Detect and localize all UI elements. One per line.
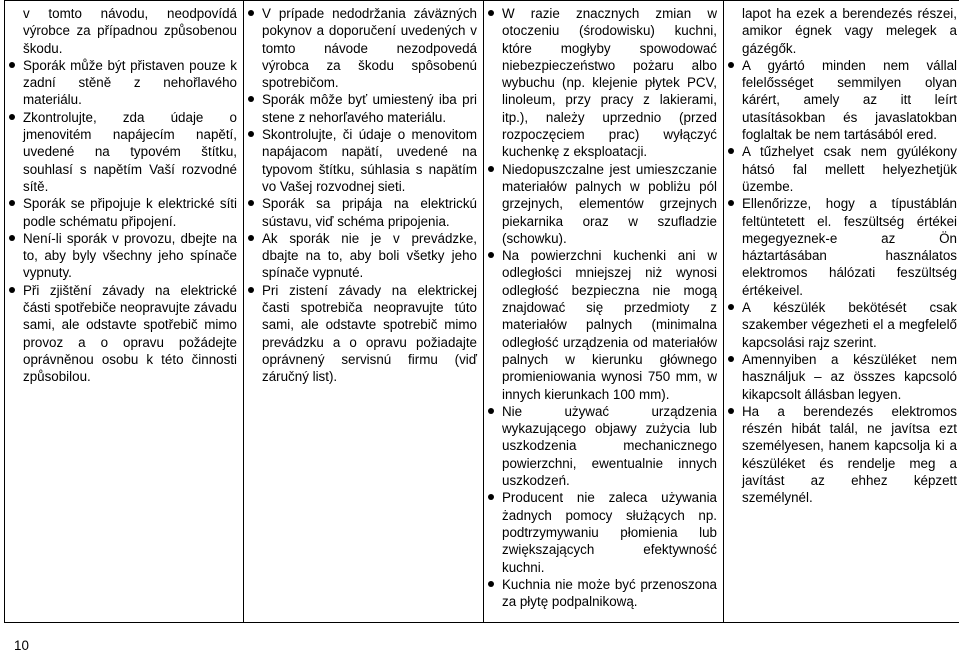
bullet-list xyxy=(742,57,957,507)
bullet-icon xyxy=(488,166,494,172)
bullet-icon xyxy=(728,200,734,206)
bullet-icon xyxy=(488,408,494,414)
list-item: Pri zistení závady na elektrickej časti spotrebiča neopravujte túto sami, ale odstavte spotrebič mimo prevádzku a o opravu požiadajte oprávnený servisnú firmu (viď záručný list). xyxy=(262,282,477,386)
column-czech xyxy=(5,1,244,623)
column-slovak xyxy=(244,1,484,623)
bullet-list xyxy=(262,5,477,386)
list-item: Skontrolujte, či údaje o menovitom napájacom napätí, uvedené na typovom štítku, súhlasia s napätím vo Vašej rozvodnej sieti. xyxy=(262,126,477,195)
list-item: V prípade nedodržania záväzných pokynov a doporučení uvedených v tomto návode nezodpovedá výrobca za škodu spôsobenú spotrebičom. xyxy=(262,5,477,91)
bullet-icon xyxy=(248,235,254,241)
lead-text: v tomto návodu, neodpovídá výrobce za případnou způsobenou škodu. xyxy=(23,6,237,56)
bullet-icon xyxy=(728,62,734,68)
column-hungarian xyxy=(724,1,959,623)
bullet-list xyxy=(23,57,237,386)
list-item: A tűzhelyet csak nem gyúlékony hátsó fal mellett helyezhetjük üzembe. xyxy=(742,143,957,195)
list-item: Sporák se připojuje k elektrické síti podle schématu připojení. xyxy=(23,195,237,230)
list-item: W razie znacznych zmian w otoczeniu (środowisku) kuchni, które mogłyby spowodować niebezpieczeństwo pożaru albo wybuchu (np. klejenie płytek PCV, linoleum, przy pracy z lakierami, itp.), należy uprzednio (przed rozpoczęciem prac) wyłączyć kuchenkę z eksploatacji. xyxy=(502,5,717,161)
column-polish xyxy=(484,1,724,623)
table-row xyxy=(5,1,959,623)
list-item: Na powierzchni kuchenki ani w odległości mniejszej niż wynosi odległość bezpieczna nie mogą znajdować się przedmioty z materiałów palnych (minimalna odległość urządzenia od materiałów palnych w kierunku głównego promieniowania wynosi 750 mm, w innych kierunkach 100 mm). xyxy=(502,247,717,403)
list-item: A gyártó minden nem vállal felelősséget semmilyen olyan kárért, amely az itt leírt utasításokban és javaslatokban foglaltak be nem tartásából ered. xyxy=(742,57,957,143)
instructions-table xyxy=(4,0,959,623)
bullet-icon xyxy=(248,287,254,293)
bullet-icon xyxy=(488,494,494,500)
list-item: Při zjištění závady na elektrické části spotřebiče neopravujte závadu sami, ale odstavte spotřebič mimo provoz a o opravu požádejte oprávněnou osobu k této činnosti způsobilou. xyxy=(23,282,237,386)
list-item: Ak sporák nie je v prevádzke, dbajte na to, aby boli všetky jeho spínače vypnuté. xyxy=(262,230,477,282)
page-number: 10 xyxy=(14,638,29,653)
bullet-icon xyxy=(248,200,254,206)
bullet-icon xyxy=(9,200,15,206)
list-item: Sporák môže byť umiestený iba pri stene z nehorľavého materiálu. xyxy=(262,91,477,126)
bullet-icon xyxy=(9,235,15,241)
bullet-icon xyxy=(248,96,254,102)
list-item: Producent nie zaleca używania żadnych pomocy służących np. podtrzymywaniu płomienia lub zwiększających efektywność kuchni. xyxy=(502,489,717,575)
list-item: Sporák sa pripája na elektrickú sústavu, viď schéma pripojenia. xyxy=(262,195,477,230)
list-item: Niedopuszczalne jest umieszczanie materiałów palnych w pobliżu pól grzejnych, elementów grzejnych piekarnika oraz w szufladzie (schowku). xyxy=(502,161,717,247)
bullet-icon xyxy=(488,252,494,258)
list-item: Zkontrolujte, zda údaje o jmenovitém napájecím napětí, uvedené na typovém štítku, souhlasí s napětím Vaší rozvodné sítě. xyxy=(23,109,237,195)
list-item: Není-li sporák v provozu, dbejte na to, aby byly všechny jeho spínače vypnuty. xyxy=(23,230,237,282)
list-item: Nie używać urządzenia wykazującego objawy zużycia lub uszkodzenia mechanicznego powierzchni, ewentualnie innych uszkodzeń. xyxy=(502,403,717,489)
bullet-list xyxy=(502,5,717,610)
lead-text: lapot ha ezek a berendezés részei, amikor égnek vagy melegek a gázégők. xyxy=(742,6,957,56)
bullet-icon xyxy=(728,304,734,310)
list-item: Amennyiben a készüléket nem használjuk – az összes kapcsoló kikapcsolt állásban legyen. xyxy=(742,351,957,403)
bullet-icon xyxy=(248,10,254,16)
bullet-icon xyxy=(9,62,15,68)
bullet-icon xyxy=(488,581,494,587)
list-item: A készülék bekötését csak szakember végezheti el a megfelelő kapcsolási rajz szerint. xyxy=(742,299,957,351)
bullet-icon xyxy=(9,287,15,293)
bullet-icon xyxy=(488,10,494,16)
bullet-icon xyxy=(728,356,734,362)
list-item: Ellenőrizze, hogy a típustáblán feltüntetett el. feszültség értékei megegyeznek-e az Ön háztartásában használatos elektromos hálózati feszültség értékeivel. xyxy=(742,195,957,299)
list-item: Ha a berendezés elektromos részén hibát talál, ne javítsa ezt személyesen, hanem kapcsolja ki a készüléket és rendelje meg a javítást az ehhez képzett személynél. xyxy=(742,403,957,507)
bullet-icon xyxy=(9,114,15,120)
list-item: Kuchnia nie może być przenoszona za płytę podpalnikową. xyxy=(502,576,717,611)
bullet-icon xyxy=(248,131,254,137)
list-item: Sporák může být přistaven pouze k zadní stěně z nehořlavého materiálu. xyxy=(23,57,237,109)
bullet-icon xyxy=(728,148,734,154)
bullet-icon xyxy=(728,408,734,414)
